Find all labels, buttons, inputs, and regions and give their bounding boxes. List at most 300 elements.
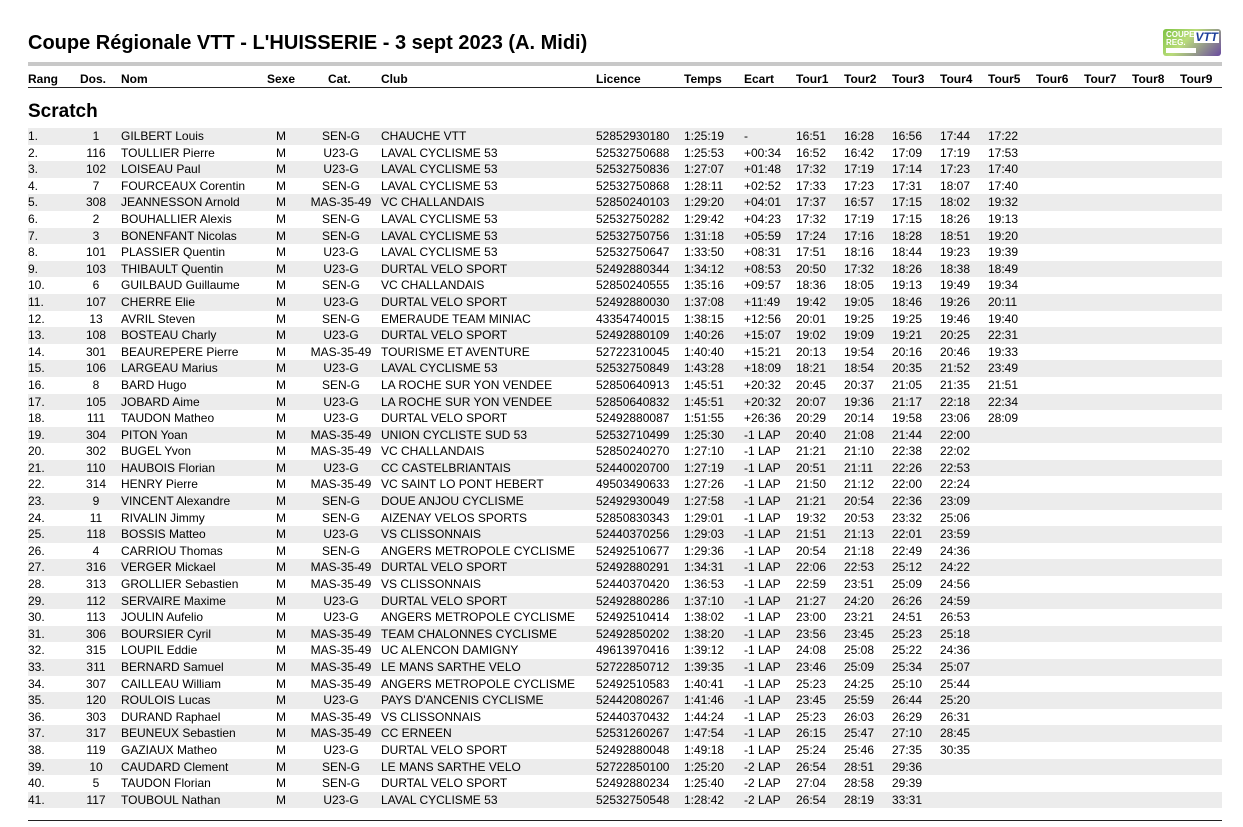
cell-sexe: M — [276, 593, 286, 608]
cell-club: DOUE ANJOU CYCLISME — [381, 494, 524, 509]
cell-tour5: 19:33 — [988, 344, 1019, 359]
cell-tour1: 22:59 — [796, 577, 827, 592]
cell-tour3: 17:09 — [892, 145, 923, 160]
cell-ecart: -1 LAP — [744, 510, 781, 525]
table-row — [28, 294, 1222, 311]
cell-temps: 1:25:19 — [684, 129, 725, 143]
cell-tour4: 28:45 — [940, 726, 971, 741]
cell-ecart: +05:59 — [744, 228, 782, 243]
cell-nom: SERVAIRE Maxime — [121, 593, 226, 608]
cell-rang: 32. — [28, 643, 45, 658]
cell-tour3: 25:23 — [892, 626, 923, 641]
table-row — [28, 410, 1222, 427]
cell-tour4: 24:36 — [940, 643, 971, 658]
table-row — [28, 228, 1222, 245]
cell-licence: 52492880030 — [596, 294, 670, 309]
cell-dossard: 110 — [86, 460, 106, 475]
cell-tour4: 18:51 — [940, 228, 971, 243]
cell-rang: 8. — [28, 245, 39, 260]
cell-dossard: 9 — [92, 494, 100, 509]
cell-ecart: -1 LAP — [744, 660, 781, 674]
cell-dossard: 102 — [85, 162, 107, 177]
cell-ecart: -1 LAP — [744, 593, 781, 608]
cell-tour3: 22:38 — [892, 444, 923, 459]
cell-licence: 52850640913 — [596, 377, 670, 392]
cell-sexe: M — [276, 261, 286, 276]
cell-tour3: 19:25 — [892, 311, 923, 326]
cell-sexe: M — [276, 726, 286, 741]
cell-tour4: 19:26 — [940, 294, 971, 309]
col-header-tour5: Tour5 — [988, 72, 1021, 86]
cell-dossard: 314 — [85, 477, 107, 492]
table-row — [28, 593, 1222, 610]
cell-tour5: 23:49 — [988, 361, 1019, 376]
cell-tour5: 22:31 — [988, 328, 1019, 343]
cell-sexe: M — [276, 709, 286, 724]
cell-rang: 40. — [28, 776, 45, 791]
cell-tour2: 25:46 — [844, 742, 875, 757]
cell-rang: 3. — [28, 162, 39, 177]
cell-tour5: 17:40 — [988, 162, 1019, 177]
cell-tour4: 17:19 — [940, 145, 971, 160]
cell-dossard: 7 — [92, 178, 100, 193]
cell-nom: CAUDARD Clement — [121, 759, 229, 774]
col-header-tour1: Tour1 — [796, 72, 829, 86]
table-row — [28, 692, 1222, 709]
cell-tour3: 19:58 — [892, 411, 923, 426]
cell-tour5: 17:40 — [988, 178, 1019, 193]
cell-dossard: 118 — [86, 527, 106, 542]
cell-licence: 52492510583 — [596, 676, 670, 691]
cell-rang: 39. — [28, 759, 45, 774]
cell-tour1: 19:02 — [796, 328, 827, 343]
cell-categorie: SEN-G — [321, 228, 360, 243]
cell-tour2: 21:13 — [844, 527, 875, 542]
cell-ecart: -1 LAP — [744, 610, 781, 625]
cell-categorie: U23-G — [323, 742, 359, 757]
cell-dossard: 306 — [85, 626, 107, 641]
cell-licence: 52850240103 — [596, 195, 670, 210]
cell-club: LE MANS SARTHE VELO — [381, 660, 521, 674]
cell-club: VS CLISSONNAIS — [381, 709, 482, 724]
cell-dossard: 3 — [92, 228, 100, 243]
cell-tour3: 27:10 — [892, 726, 923, 741]
cell-ecart: +11:49 — [744, 294, 781, 309]
cell-sexe: M — [276, 494, 286, 509]
cell-sexe: M — [276, 411, 286, 426]
cell-categorie: MAS-35-49 — [310, 560, 372, 575]
cell-sexe: M — [276, 394, 286, 409]
cell-tour3: 20:35 — [892, 361, 923, 376]
cell-rang: 10. — [28, 278, 45, 293]
cell-tour1: 21:50 — [796, 477, 827, 492]
cell-dossard: 315 — [85, 643, 107, 658]
cell-tour1: 17:32 — [796, 211, 827, 226]
table-row — [28, 277, 1222, 294]
cell-categorie: MAS-35-49 — [310, 626, 372, 641]
cell-ecart: -1 LAP — [744, 527, 781, 542]
cell-ecart: -1 LAP — [744, 560, 781, 575]
cell-dossard: 307 — [85, 676, 107, 691]
cell-club: TEAM CHALONNES CYCLISME — [381, 626, 558, 641]
table-row — [28, 609, 1222, 626]
cell-categorie: U23-G — [323, 361, 359, 376]
cell-rang: 13. — [28, 328, 45, 343]
cell-tour3: 21:44 — [892, 427, 923, 442]
cell-tour3: 29:39 — [892, 776, 923, 791]
cell-nom: RIVALIN Jimmy — [121, 510, 205, 525]
col-header-tour6: Tour6 — [1036, 72, 1069, 86]
cell-categorie: U23-G — [323, 610, 359, 625]
cell-tour5: 22:34 — [988, 394, 1019, 409]
cell-temps: 1:28:11 — [684, 178, 724, 193]
cell-nom: BOURSIER Cyril — [121, 626, 212, 641]
cell-nom: LOUPIL Eddie — [121, 643, 198, 658]
cell-tour3: 22:36 — [892, 494, 923, 509]
cell-rang: 34. — [28, 676, 45, 691]
cell-tour4: 18:02 — [940, 195, 971, 210]
cell-nom: TAUDON Matheo — [121, 411, 215, 426]
cell-temps: 1:28:42 — [684, 792, 725, 807]
cell-temps: 1:37:08 — [684, 294, 725, 309]
cell-tour4: 26:53 — [940, 610, 971, 625]
cell-nom: BUGEL Yvon — [121, 444, 192, 459]
cell-nom: BEUNEUX Sebastien — [121, 726, 236, 741]
cell-temps: 1:38:02 — [684, 610, 725, 625]
cell-categorie: MAS-35-49 — [310, 726, 372, 741]
cell-club: UC ALENCON DAMIGNY — [381, 643, 519, 658]
cell-licence: 43354740015 — [596, 311, 670, 326]
cell-licence: 52492850202 — [596, 626, 670, 641]
cell-categorie: MAS-35-49 — [310, 344, 372, 359]
cell-sexe: M — [276, 361, 286, 376]
cell-nom: BOSTEAU Charly — [121, 328, 217, 343]
cell-club: LA ROCHE SUR YON VENDEE — [381, 377, 553, 392]
table-row — [28, 775, 1222, 792]
cell-tour1: 18:21 — [796, 361, 827, 376]
cell-tour2: 24:20 — [844, 593, 875, 608]
cell-rang: 38. — [28, 742, 45, 757]
cell-tour2: 20:54 — [844, 494, 875, 509]
cell-club: DURTAL VELO SPORT — [381, 776, 508, 791]
cell-rang: 6. — [28, 211, 39, 226]
cell-tour1: 23:56 — [796, 626, 827, 641]
cell-tour4: 23:09 — [940, 494, 971, 509]
cell-rang: 11. — [28, 294, 44, 309]
cell-temps: 1:27:19 — [684, 460, 725, 475]
cell-sexe: M — [276, 527, 286, 542]
cell-categorie: U23-G — [323, 394, 359, 409]
table-row — [28, 676, 1222, 693]
cell-sexe: M — [276, 543, 286, 558]
cell-categorie: SEN-G — [321, 776, 360, 791]
cell-licence: 52440370256 — [596, 527, 670, 542]
cell-licence: 52492880344 — [596, 261, 670, 276]
cell-rang: 33. — [28, 660, 45, 674]
cell-nom: LOISEAU Paul — [121, 162, 201, 177]
cell-sexe: M — [276, 510, 286, 525]
cell-tour4: 22:53 — [940, 460, 971, 475]
cell-ecart: -1 LAP — [744, 477, 781, 492]
cell-tour2: 19:54 — [844, 344, 875, 359]
cell-temps: 1:45:51 — [684, 394, 725, 409]
header-rule — [28, 87, 1222, 88]
cell-licence: 52850240555 — [596, 278, 670, 293]
cell-ecart: +12:56 — [744, 311, 782, 326]
cell-tour2: 18:54 — [844, 361, 875, 376]
table-row — [28, 427, 1222, 444]
cell-rang: 16. — [28, 377, 45, 392]
cell-tour3: 25:10 — [892, 676, 923, 691]
table-row — [28, 327, 1222, 344]
cell-tour3: 18:26 — [892, 261, 923, 276]
cell-club: DURTAL VELO SPORT — [381, 593, 508, 608]
cell-nom: TOULLIER Pierre — [121, 145, 215, 160]
cell-sexe: M — [276, 129, 286, 143]
col-header-tour7: Tour7 — [1084, 72, 1117, 86]
cell-tour2: 21:08 — [844, 427, 875, 442]
cell-tour1: 20:45 — [796, 377, 827, 392]
cell-ecart: +26:36 — [744, 411, 782, 426]
table-row — [28, 559, 1222, 576]
cell-tour5: 19:32 — [988, 195, 1019, 210]
cell-tour1: 18:36 — [796, 278, 827, 293]
cell-sexe: M — [276, 228, 286, 243]
cell-tour1: 17:51 — [796, 245, 827, 260]
cell-tour2: 25:47 — [844, 726, 875, 741]
cell-temps: 1:40:41 — [684, 676, 725, 691]
cell-tour4: 17:23 — [940, 162, 971, 177]
cell-nom: AVRIL Steven — [121, 311, 196, 326]
cell-tour4: 20:25 — [940, 328, 971, 343]
table-row — [28, 460, 1222, 477]
cell-licence: 52532710499 — [596, 427, 670, 442]
cell-licence: 52722310045 — [596, 344, 670, 359]
cell-tour4: 23:59 — [940, 527, 971, 542]
cell-tour1: 25:24 — [796, 742, 827, 757]
cell-dossard: 10 — [89, 759, 103, 774]
cell-club: DURTAL VELO SPORT — [381, 411, 508, 426]
cell-tour2: 21:12 — [844, 477, 875, 492]
cell-ecart: +15:07 — [744, 328, 782, 343]
table-row — [28, 526, 1222, 543]
cell-sexe: M — [276, 145, 286, 160]
cell-tour2: 23:45 — [844, 626, 875, 641]
cell-licence: 52492930049 — [596, 494, 670, 509]
cell-licence: 52492510414 — [596, 610, 670, 625]
cell-sexe: M — [276, 560, 286, 575]
cell-tour5: 19:20 — [988, 228, 1019, 243]
cell-ecart: +08:53 — [744, 261, 782, 276]
cell-club: VS CLISSONNAIS — [381, 577, 482, 592]
cell-rang: 17. — [28, 394, 45, 409]
cell-tour3: 18:44 — [892, 245, 923, 260]
cell-rang: 5. — [28, 195, 39, 210]
cell-categorie: MAS-35-49 — [310, 709, 372, 724]
cell-categorie: U23-G — [323, 245, 359, 260]
cell-nom: CARRIOU Thomas — [121, 543, 223, 558]
cell-sexe: M — [276, 377, 286, 392]
cell-tour2: 16:28 — [844, 129, 875, 143]
cell-ecart: -2 LAP — [744, 792, 781, 807]
cell-club: VC CHALLANDAIS — [381, 195, 485, 210]
cell-rang: 36. — [28, 709, 45, 724]
section-title: Scratch — [28, 101, 98, 122]
cell-licence: 52532750548 — [596, 792, 670, 807]
cell-ecart: -1 LAP — [744, 444, 781, 459]
cell-categorie: SEN-G — [321, 311, 360, 326]
cell-sexe: M — [276, 344, 286, 359]
col-header-dos: Dos. — [80, 72, 107, 86]
cell-tour4: 25:07 — [940, 660, 971, 674]
cell-club: LE MANS SARTHE VELO — [381, 759, 521, 774]
cell-tour3: 33:31 — [892, 792, 923, 807]
cell-nom: GROLLIER Sebastien — [121, 577, 239, 592]
cell-tour2: 21:10 — [844, 444, 875, 459]
cell-tour1: 21:21 — [796, 444, 827, 459]
cell-dossard: 103 — [85, 261, 107, 276]
cell-tour4: 22:00 — [940, 427, 971, 442]
cell-tour5: 19:39 — [988, 245, 1019, 260]
cell-sexe: M — [276, 195, 286, 210]
cell-ecart: -1 LAP — [744, 676, 781, 691]
cell-ecart: +20:32 — [744, 394, 782, 409]
cell-dossard: 1 — [92, 129, 100, 143]
cell-rang: 28. — [28, 577, 45, 592]
cell-tour1: 20:07 — [796, 394, 827, 409]
cell-club: DURTAL VELO SPORT — [381, 742, 508, 757]
cell-nom: VINCENT Alexandre — [121, 494, 231, 509]
cell-rang: 1. — [28, 129, 39, 143]
cell-tour3: 25:12 — [892, 560, 923, 575]
cell-tour3: 18:46 — [892, 294, 923, 309]
cell-tour2: 21:11 — [844, 460, 874, 475]
cell-licence: 52531260267 — [596, 726, 670, 741]
cell-club: TOURISME ET AVENTURE — [381, 344, 530, 359]
table-row — [28, 161, 1222, 178]
cell-tour3: 19:21 — [892, 328, 923, 343]
coupe-vtt-logo — [1163, 29, 1221, 56]
cell-tour4: 24:36 — [940, 543, 971, 558]
cell-sexe: M — [276, 211, 286, 226]
cell-dossard: 317 — [85, 726, 107, 741]
cell-temps: 1:29:36 — [684, 543, 725, 558]
cell-ecart: -1 LAP — [744, 543, 781, 558]
cell-temps: 1:34:12 — [684, 261, 725, 276]
cell-licence: 52492880048 — [596, 742, 670, 757]
col-header-tour2: Tour2 — [844, 72, 877, 86]
cell-club: LAVAL CYCLISME 53 — [381, 145, 498, 160]
cell-tour1: 19:32 — [796, 510, 827, 525]
cell-categorie: MAS-35-49 — [310, 477, 372, 492]
cell-ecart: -1 LAP — [744, 626, 781, 641]
cell-ecart: -1 LAP — [744, 726, 781, 741]
table-row — [28, 377, 1222, 394]
col-header-licence: Licence — [596, 72, 641, 86]
cell-ecart: -1 LAP — [744, 742, 781, 757]
col-header-tour9: Tour9 — [1180, 72, 1213, 86]
cell-ecart: +01:48 — [744, 162, 782, 177]
cell-licence: 52440370420 — [596, 577, 670, 592]
cell-tour4: 18:07 — [940, 178, 971, 193]
cell-tour3: 16:56 — [892, 129, 923, 143]
cell-tour5: 20:11 — [988, 294, 1018, 309]
table-row — [28, 443, 1222, 460]
cell-ecart: -1 LAP — [744, 577, 781, 592]
cell-club: DURTAL VELO SPORT — [381, 560, 508, 575]
cell-tour3: 19:13 — [892, 278, 923, 293]
table-row — [28, 244, 1222, 261]
cell-nom: HAUBOIS Florian — [121, 460, 216, 475]
cell-tour1: 19:42 — [796, 294, 827, 309]
cell-club: LAVAL CYCLISME 53 — [381, 178, 498, 193]
cell-categorie: U23-G — [323, 162, 359, 177]
cell-nom: BOUHALLIER Alexis — [121, 211, 232, 226]
cell-tour4: 30:35 — [940, 742, 971, 757]
cell-nom: CHERRE Elie — [121, 294, 196, 309]
cell-ecart: -1 LAP — [744, 693, 781, 708]
cell-tour3: 22:26 — [892, 460, 923, 475]
cell-rang: 9. — [28, 261, 39, 276]
table-row — [28, 360, 1222, 377]
cell-club: VC SAINT LO PONT HEBERT — [381, 477, 544, 492]
cell-licence: 49503490633 — [596, 477, 670, 492]
cell-club: CC CASTELBRIANTAIS — [381, 460, 511, 475]
footer-rule — [28, 820, 1222, 821]
cell-nom: JOBARD Aime — [121, 394, 200, 409]
cell-categorie: U23-G — [323, 693, 359, 708]
cell-temps: 1:40:26 — [684, 328, 725, 343]
cell-tour3: 26:26 — [892, 593, 923, 608]
cell-tour3: 21:05 — [892, 377, 923, 392]
col-header-cat: Cat. — [328, 72, 351, 86]
table-row — [28, 543, 1222, 560]
cell-sexe: M — [276, 477, 286, 492]
cell-tour4: 17:44 — [940, 129, 971, 143]
cell-rang: 7. — [28, 228, 39, 243]
cell-tour3: 18:28 — [892, 228, 923, 243]
cell-tour4: 18:26 — [940, 211, 971, 226]
cell-categorie: U23-G — [323, 328, 359, 343]
cell-tour2: 18:16 — [844, 245, 875, 260]
cell-tour2: 16:57 — [844, 195, 875, 210]
cell-tour4: 22:18 — [940, 394, 971, 409]
cell-temps: 1:40:40 — [684, 344, 725, 359]
cell-nom: GAZIAUX Matheo — [121, 742, 218, 757]
table-row — [28, 493, 1222, 510]
cell-temps: 1:44:24 — [684, 709, 725, 724]
cell-categorie: MAS-35-49 — [310, 643, 372, 658]
cell-tour1: 17:37 — [796, 195, 827, 210]
cell-licence: 52532750647 — [596, 245, 670, 260]
cell-sexe: M — [276, 792, 286, 807]
cell-tour1: 20:51 — [796, 460, 827, 475]
cell-tour3: 22:00 — [892, 477, 923, 492]
cell-club: LAVAL CYCLISME 53 — [381, 245, 498, 260]
table-row — [28, 145, 1222, 162]
cell-tour3: 21:17 — [892, 394, 923, 409]
cell-tour2: 28:51 — [844, 759, 875, 774]
cell-tour2: 20:53 — [844, 510, 875, 525]
table-row — [28, 344, 1222, 361]
cell-tour2: 17:23 — [844, 178, 875, 193]
logo-text: COUPE REG. — [1166, 30, 1195, 47]
cell-tour1: 20:40 — [796, 427, 827, 442]
cell-tour4: 21:35 — [940, 377, 971, 392]
cell-licence: 52722850712 — [596, 660, 670, 674]
cell-tour2: 22:53 — [844, 560, 875, 575]
cell-ecart: +04:23 — [744, 211, 782, 226]
